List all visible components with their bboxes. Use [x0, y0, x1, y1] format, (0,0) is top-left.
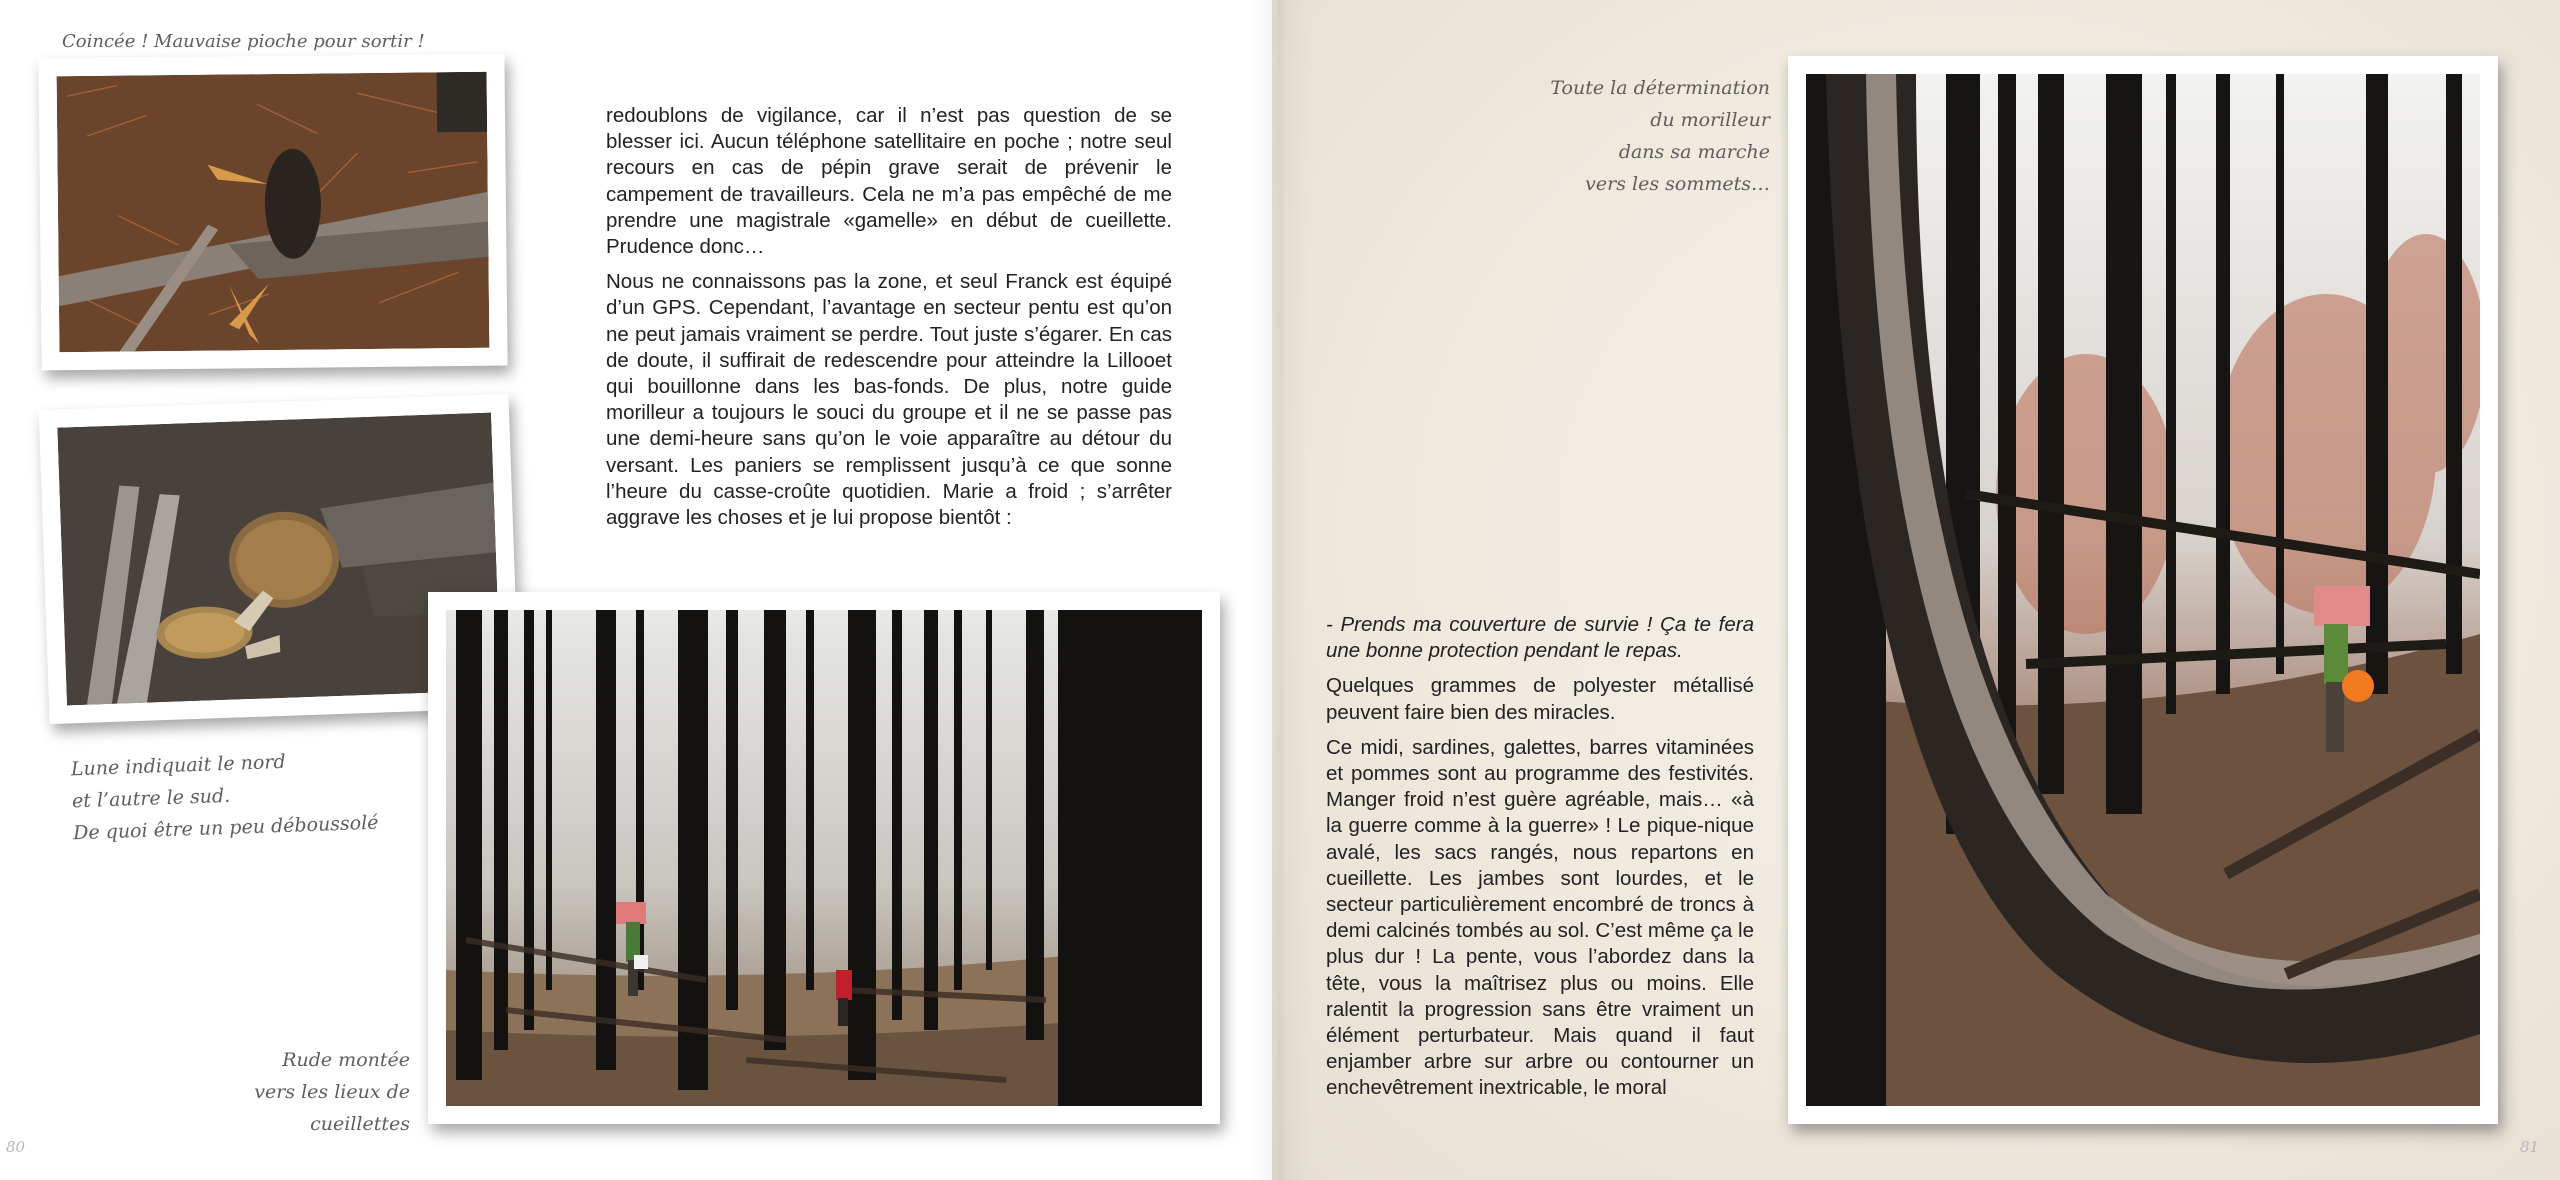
caption-middle-line-1: Lune indiquait le nord: [70, 750, 286, 781]
caption-middle-line-2: et l’autre le sud.: [71, 784, 231, 813]
page-number-left: 80: [6, 1138, 26, 1156]
caption-right-line-2: du morilleur: [1650, 109, 1770, 131]
right-page: [1272, 0, 2560, 1180]
caption-middle-left: [70, 743, 379, 850]
caption-right-line-1: Toute la détermination: [1550, 77, 1770, 99]
caption-right-line-3: dans sa marche: [1618, 141, 1770, 163]
caption-right-line-4: vers les sommets…: [1585, 173, 1770, 195]
left-paragraph-2: Nous ne connaissons pas la zone, et seul Franck est équipé d’un GPS. Cependant, l’avantage en secteur pentu est qu’on ne peut jamais vraiment se perdre. Tout juste s’égarer. En cas de doute, il suffirait de redescendre pour atteindre la Lillooet qui bouillonne dans les bas-fonds. De plus, notre guide morilleur a toujours le souci du groupe et il ne se passe pas une demi-heure sans qu’on le voie apparaître au détour du versant. Les paniers se remplissent jusqu’à ce que sonne l’heure du casse-croûte quotidien. Marie a froid ; s’arrêter aggrave les choses et je lui propose bientôt :: [606, 270, 1172, 530]
photo-curved-trunk-hiker: [1788, 56, 2498, 1124]
dialogue-line: - Prends ma couverture de survie ! Ça te fera une bonne protection pendant le repas.: [1326, 613, 1754, 663]
left-body-text: [606, 103, 1172, 540]
photo-burned-forest: [428, 592, 1220, 1124]
left-page: [0, 0, 1272, 1180]
right-paragraph-1: Quelques grammes de polyester métallisé peuvent faire bien des miracles.: [1326, 674, 1754, 724]
right-body-text: [1326, 612, 1754, 1111]
right-paragraph-2: Ce midi, sardines, galettes, barres vitaminées et pommes sont au programme des festivités. Manger froid n’est guère agréable, mais… «à la guerre comme à la guerre» ! Le pique-nique avalé, les sacs rangés, nous repartons en cueillette. Les jambes sont lourdes, et le secteur particulièrement encombré de troncs à demi calcinés tombés au sol. C’est même ça le plus dur ! La pente, vous l’abordez dans la tête, vous la maîtrisez plus ou moins. Elle ralentit la progression sans être vraiment un élément perturbateur. Mais quand il faut enjamber arbre sur arbre ou contourner un enchevêtrement inextricable, le moral: [1326, 735, 1754, 1100]
caption-middle-line-3: De quoi être un peu déboussolé: [72, 811, 379, 845]
caption-bottom-line-2: vers les lieux de cueillettes: [254, 1081, 410, 1135]
left-paragraph-1: redoublons de vigilance, car il n’est pas question de se blesser ici. Aucun téléphone satellitaire en poche ; notre seul recours en cas de pépin grave serait de prévenir le campement de travailleurs. Cela ne m’a pas empêché de me prendre une magistrale «gamelle» en début de cueillette. Prudence donc…: [606, 104, 1172, 259]
photo-morel-needles: [38, 54, 507, 371]
caption-bottom-left: [160, 1044, 410, 1140]
page-number-right: 81: [2520, 1138, 2540, 1156]
caption-top-left: Coincée ! Mauvaise pioche pour sortir !: [62, 31, 425, 52]
caption-bottom-line-1: Rude montée: [282, 1049, 410, 1071]
caption-top-right: [1530, 72, 1770, 200]
